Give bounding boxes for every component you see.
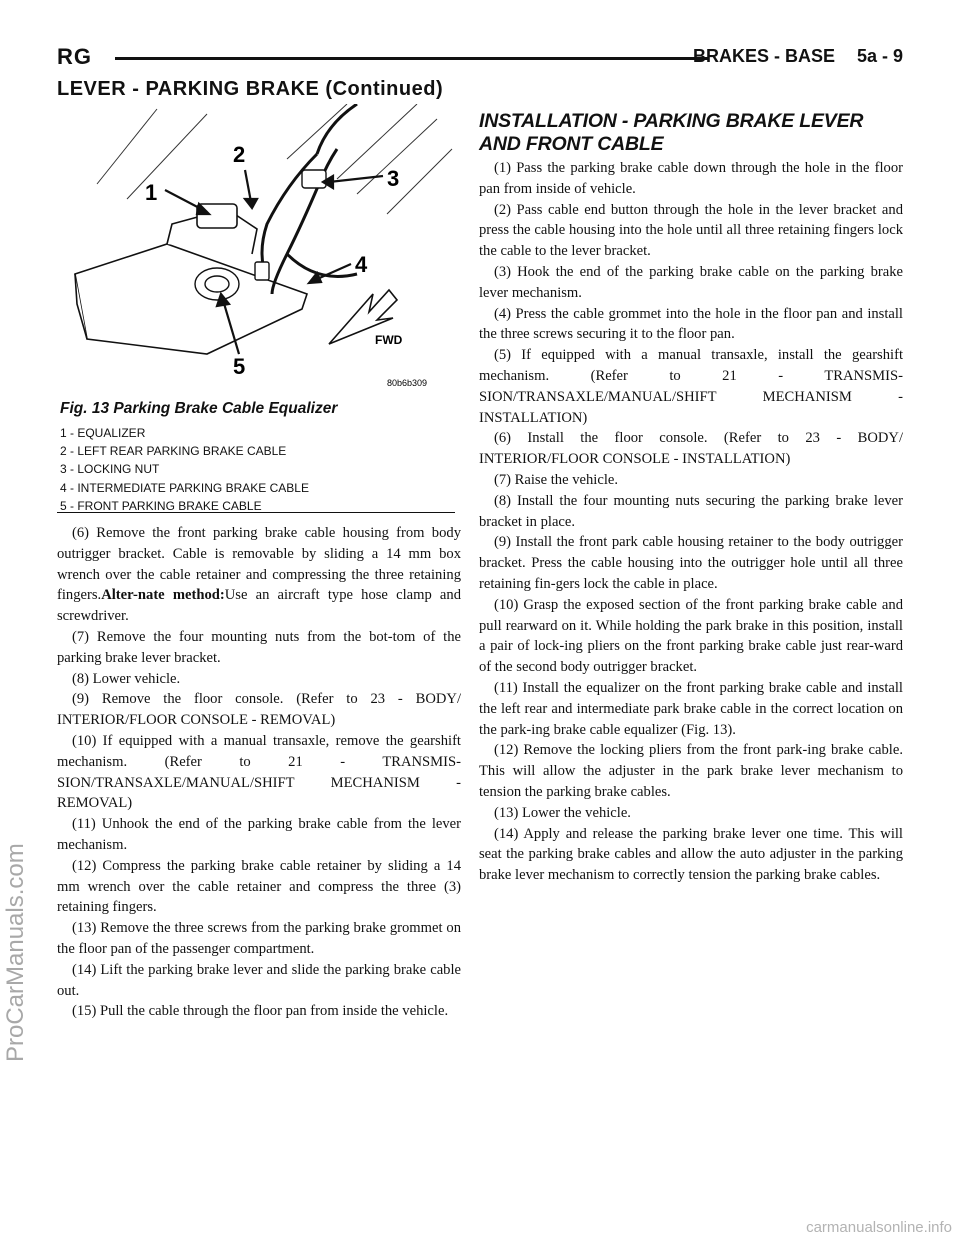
left-column [57,523,461,1022]
figure-caption: Fig. 13 Parking Brake Cable Equalizer [60,400,338,417]
step-paragraph: (8) Lower vehicle. [72,670,181,687]
step-paragraph: (6) Remove the front parking brake cable housing from body outrigger bracket. Cable is removable by sliding a 14 mm box wrench over the cable retainer and compressing the three retaining fingers.Alter-nate method:Use an aircraft type hose clamp and screwdriver. [57,525,461,625]
alternate-method-label: Alter-nate method: [101,587,225,604]
section-title: LEVER - PARKING BRAKE (Continued) [57,78,444,100]
step-paragraph: (12) Compress the parking brake cable retainer by sliding a 14 mm wrench over the cable retainer and compress the three (3) retaining fingers. [57,857,461,916]
step-paragraph: (4) Press the cable grommet into the hole in the floor pan and install the three screws securing it to the floor pan. [479,305,903,343]
step-paragraph: (13) Lower the vehicle. [494,804,631,821]
step-paragraph: (11) Unhook the end of the parking brake cable from the lever mechanism. [57,816,461,853]
callout-4: 4 [355,252,368,277]
fwd-label: FWD [375,333,403,347]
header-rule [115,57,708,60]
step-paragraph: (15) Pull the cable through the floor pan from inside the vehicle. [72,1003,449,1020]
legend-item: 5 - FRONT PARKING BRAKE CABLE [60,498,262,513]
step-paragraph: (12) Remove the locking pliers from the front park-ing brake cable. This will allow the adjuster in the park brake lever mechanism to tension the parking brake cables. [479,742,903,800]
step-paragraph: (6) Install the floor console. (Refer to 23 - BODY/ INTERIOR/FLOOR CONSOLE - INSTALLATION) [479,430,903,468]
bottom-watermark: carmanualsonline.info [806,1219,952,1236]
step-paragraph: (7) Remove the four mounting nuts from the bot-tom of the parking brake lever bracket. [57,628,461,666]
legend-item: 3 - LOCKING NUT [60,462,160,477]
equalizer-diagram [57,104,455,396]
page-header [57,44,903,72]
step-paragraph: (2) Pass cable end button through the hole in the lever bracket and press the cable housing into the hole until all three retaining fingers lock the cable to the lever bracket. [479,201,903,260]
callout-5: 5 [233,354,246,379]
callout-2: 2 [233,142,246,167]
step-paragraph: (10) Grasp the exposed section of the front parking brake cable and pull rearward on it. While holding the park brake in this position, install a pair of lock-ing pliers on the front parking brake cable just rear-ward of the second body outrigger bracket. [479,596,903,676]
step-paragraph: (5) If equipped with a manual transaxle, install the gearshift mechanism. (Refer to 21 - TRANSMIS-SION/TRANSAXLE/MANUAL/SHIFT MECHANISM - INSTALLATION) [479,347,903,426]
step-paragraph: (8) Install the four mounting nuts securing the parking brake lever bracket in place. [479,492,903,530]
step-paragraph: (13) Remove the three screws from the parking brake grommet on the floor pan of the passenger compartment. [57,920,461,957]
callout-1: 1 [145,180,158,205]
right-column [479,158,903,886]
step-paragraph: (14) Apply and release the parking brake lever one time. This will seat the parking brake cables and allow the auto adjuster in the parking brake lever mechanism to correctly tension the parking brake cables. [479,825,903,884]
figure-legend [60,424,309,515]
callout-3: 3 [387,166,400,191]
step-paragraph: (9) Remove the floor console. (Refer to 23 - BODY/ INTERIOR/FLOOR CONSOLE - REMOVAL) [57,691,461,729]
legend-item: 4 - INTERMEDIATE PARKING BRAKE CABLE [60,480,309,495]
side-watermark: ProCarManuals.com [2,843,29,1062]
legend-item: 2 - LEFT REAR PARKING BRAKE CABLE [60,444,287,459]
figure-illustration [57,104,455,396]
legend-item: 1 - EQUALIZER [60,426,146,440]
figure-code: 80b6b309 [387,378,428,388]
header-right [671,46,903,67]
header-page-number: 5a - 9 [856,46,903,66]
step-paragraph: (10) If equipped with a manual transaxle, remove the gearshift mechanism. (Refer to 21 - TRANSMIS-SION/TRANSAXLE/MANUAL/SHIFT MECHANISM - REMOVAL) [57,732,461,812]
figure-rule [57,512,455,513]
step-paragraph: (3) Hook the end of the parking brake cable on the parking brake lever mechanism. [479,263,903,301]
step-paragraph: (14) Lift the parking brake lever and slide the parking brake cable out. [57,961,461,999]
step-paragraph: (9) Install the front park cable housing retainer to the body outrigger bracket. Press the cable housing into the outrigger hole until all three retaining fin-gers lock the cable in place. [479,534,903,592]
step-paragraph: (7) Raise the vehicle. [494,471,618,488]
header-section: BRAKES - BASE [692,46,835,66]
step-paragraph: (1) Pass the parking brake cable down through the hole in the floor pan from inside of vehicle. [479,160,903,197]
installation-title: INSTALLATION - PARKING BRAKE LEVER AND FRONT CABLE [479,110,864,155]
header-model-code: RG [57,44,92,69]
step-paragraph: (11) Install the equalizer on the front parking brake cable and install the left rear and intermediate park brake cable in the correct location on the park-ing brake cable equalizer (Fig. 13). [479,679,903,738]
